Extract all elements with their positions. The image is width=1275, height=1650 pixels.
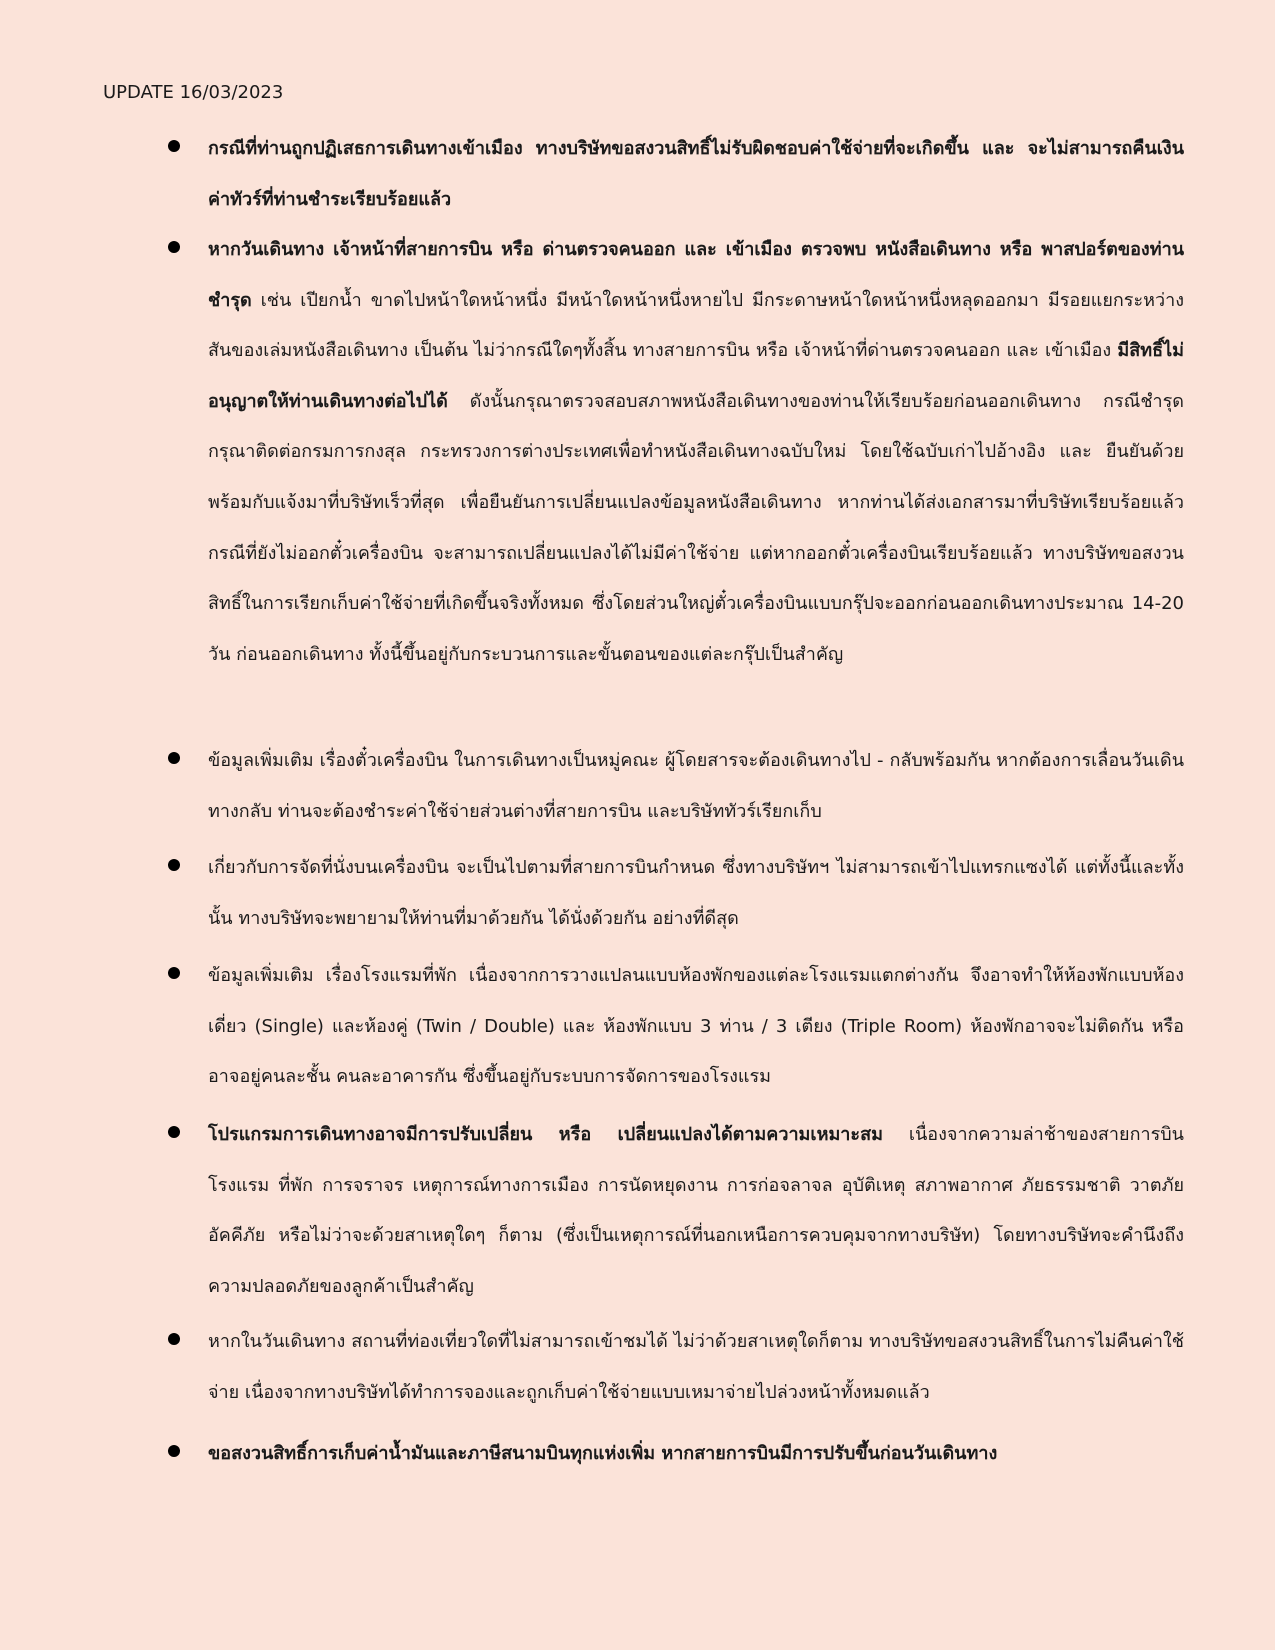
bold-text-segment: กรณีที่ท่านถูกปฏิเสธการเดินทางเข้าเมือง ทางบริษัทขอสงวนสิทธิ์ไม่รับผิดชอบค่าใช้จ่ายที่จะเกิดขึ้น และ จะไม่สามารถคืนเงินค่าทัวร์ที่ท่านชำระเรียบร้อยแล้ว (208, 138, 1184, 210)
bold-text-segment: หากวันเดินทาง เจ้าหน้าที่สายการบิน หรือ ด่านตรวจคนออก และ เข้าเมือง ตรวจพบ หนังสือเดินทาง หรือ พาสปอร์ตของท่านชำรุด (208, 239, 1184, 311)
bullet-icon (168, 241, 180, 253)
bold-text-segment: ขอสงวนสิทธิ์การเก็บค่าน้ำมันและภาษีสนามบินทุกแห่งเพิ่ม หากสายการบินมีการปรับขึ้นก่อนวันเดินทาง (208, 1443, 998, 1464)
bullet-icon (168, 1126, 180, 1138)
bullet-icon (168, 1333, 180, 1345)
text-segment: เนื่องจากความล่าช้าของสายการบิน โรงแรม ที่พัก การจราจร เหตุการณ์ทางการเมือง การนัดหยุดงาน การก่อจลาจล อุบัติเหตุ สภาพอากาศ ภัยธรรมชาติ วาตภัย อัคคีภัย หรือไม่ว่าจะด้วยสาเหตุใดๆ ก็ตาม (ซึ่งเป็นเหตุการณ์ที่นอกเหนือการควบคุมจากทางบริษัท) โดยทางบริษัทจะคำนึงถึงความปลอดภัยของลูกค้าเป็นสำคัญ (208, 1124, 1184, 1297)
bold-text-segment: โปรแกรมการเดินทางอาจมีการปรับเปลี่ยน หรือ เปลี่ยนแปลงได้ตามความเหมาะสม (208, 1124, 883, 1145)
text-segment: ดังนั้นกรุณาตรวจสอบสภาพหนังสือเดินทางของท่านให้เรียบร้อยก่อนออกเดินทาง กรณีชำรุด กรุณาติดต่อกรมการกงสุล กระทรวงการต่างประเทศเพื่อทำหนังสือเดินทางฉบับใหม่ โดยใช้ฉบับเก่าไปอ้างอิง และ ยืนยันด้วย พร้อมกับแจ้งมาที่บริษัทเร็วที่สุด เพื่อยืนยันการเปลี่ยนแปลงข้อมูลหนังสือเดินทาง หากท่านได้ส่งเอกสารมาที่บริษัทเรียบร้อยแล้ว กรณีที่ยังไม่ออกตั๋วเครื่องบิน จะสามารถเปลี่ยนแปลงได้ไม่มีค่าใช้จ่าย แต่หากออกตั๋วเครื่องบินเรียบร้อยแล้ว ทางบริษัทขอสงวนสิทธิ์ในการเรียกเก็บค่าใช้จ่ายที่เกิดขึ้นจริงทั้งหมด ซึ่งโดยส่วนใหญ่ตั๋วเครื่องบินแบบกรุ๊ปจะออกก่อนออกเดินทางประมาณ 14-20 วัน ก่อนออกเดินทาง ทั้งนี้ขึ้นอยู่กับกระบวนการและขั้นตอนของแต่ละกรุ๊ปเป็นสำคัญ (208, 390, 1184, 665)
list-item-text (208, 843, 1184, 944)
text-segment: เช่น เปียกน้ำ ขาดไปหน้าใดหน้าหนึ่ง มีหน้าใดหน้าหนึ่งหายไป มีกระดาษหน้าใดหน้าหนึ่งหลุดออกมา มีรอยแยกระหว่างสันของเล่มหนังสือเดินทาง เป็นต้น ไม่ว่ากรณีใดๆทั้งสิ้น ทางสายการบิน หรือ เจ้าหน้าที่ด่านตรวจคนออก และ เข้าเมือง (208, 289, 1184, 362)
bullet-icon (168, 140, 180, 152)
list-item-text (208, 1429, 1184, 1480)
text-segment: หากในวันเดินทาง สถานที่ท่องเที่ยวใดที่ไม่สามารถเข้าชมได้ ไม่ว่าด้วยสาเหตุใดก็ตาม ทางบริษัทขอสงวนสิทธิ์ในการไม่คืนค่าใช้จ่าย เนื่องจากทางบริษัทได้ทำการจองและถูกเก็บค่าใช้จ่ายแบบเหมาจ่ายไปล่วงหน้าทั้งหมดแล้ว (208, 1331, 1184, 1403)
text-segment: ข้อมูลเพิ่มเติม เรื่องโรงแรมที่พัก เนื่องจากการวางแปลนแบบห้องพักของแต่ละโรงแรมแตกต่างกัน จึงอาจทำให้ห้องพักแบบห้องเดี่ยว (Single) และห้องคู่ (Twin / Double) และ ห้องพักแบบ 3 ท่าน / 3 เตียง (Triple Room) ห้องพักอาจจะไม่ติดกัน หรือ อาจอยู่คนละชั้น คนละอาคารกัน ซึ่งขึ้นอยู่กับระบบการจัดการของโรงแรม (208, 965, 1184, 1088)
text-segment: เกี่ยวกับการจัดที่นั่งบนเครื่องบิน จะเป็นไปตามที่สายการบินกำหนด ซึ่งทางบริษัทฯ ไม่สามารถเข้าไปแทรกแซงได้ แต่ทั้งนี้และทั้งนั้น ทางบริษัทจะพยายามให้ท่านที่มาด้วยกัน ได้นั่งด้วยกัน อย่างที่ดีสุด (208, 857, 1184, 929)
list-item-text (208, 1110, 1184, 1312)
bold-text-segment: มีสิทธิ์ไม่อนุญาตให้ท่านเดินทางต่อไปได้ (208, 340, 1184, 412)
bullet-icon (168, 859, 180, 871)
list-item-text (208, 736, 1184, 837)
list-item-text (208, 1317, 1184, 1418)
list-item-text (208, 124, 1184, 225)
bullet-icon (168, 1445, 180, 1457)
text-segment: ข้อมูลเพิ่มเติม เรื่องตั๋วเครื่องบิน ในการเดินทางเป็นหมู่คณะ ผู้โดยสารจะต้องเดินทางไป - กลับพร้อมกัน หากต้องการเลื่อนวันเดินทางกลับ ท่านจะต้องชำระค่าใช้จ่ายส่วนต่างที่สายการบิน และบริษัททัวร์เรียกเก็บ (208, 750, 1184, 822)
list-item-text (208, 225, 1184, 680)
update-date-label: UPDATE 16/03/2023 (103, 82, 284, 103)
list-item-text (208, 951, 1184, 1103)
bullet-icon (168, 752, 180, 764)
bullet-icon (168, 967, 180, 979)
